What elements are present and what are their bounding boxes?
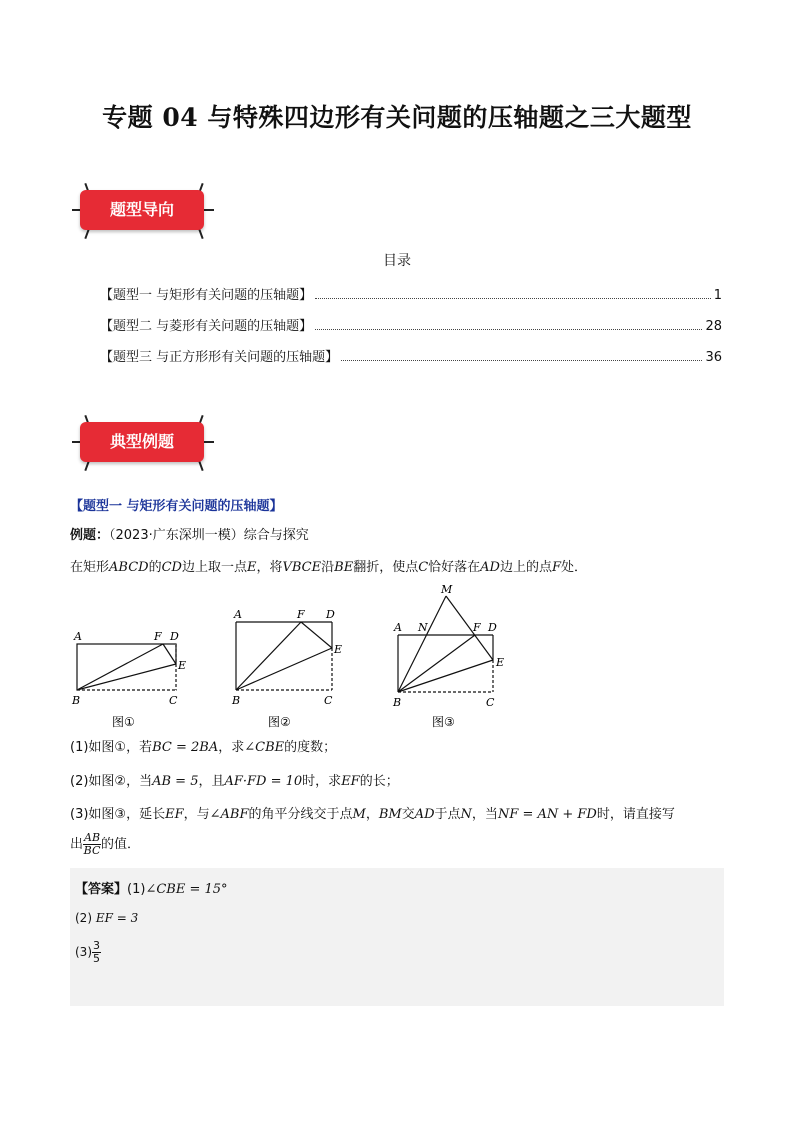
question-2 [70, 772, 724, 792]
toc-item-2[interactable] [100, 314, 722, 334]
math: C [418, 560, 429, 575]
text: ，与 [183, 807, 210, 822]
text: (2)如图 [70, 774, 115, 789]
label-f: F [473, 621, 481, 634]
figure-2 [236, 622, 332, 690]
segment-me [446, 596, 493, 660]
text: ① [114, 740, 127, 755]
segment-fe [301, 622, 332, 648]
geometry-figures [68, 582, 728, 732]
text: 的值． [101, 837, 141, 852]
banner-decoration [84, 229, 89, 239]
math: AB = 5 [152, 774, 199, 789]
label-b: B [72, 694, 81, 707]
math: EF = 3 [95, 911, 139, 925]
math: BM [378, 807, 402, 822]
text: 恰好落在 [428, 560, 481, 575]
text: 的角平分线交于点 [248, 807, 353, 822]
answer-label: 【答案】 [75, 882, 128, 897]
math: AF·FD = 10 [224, 774, 303, 789]
toc-item-1[interactable] [100, 283, 722, 303]
answer-1 [75, 878, 228, 897]
page-title: 专题 04 与特殊四边形有关问题的压轴题之三大题型 [102, 103, 692, 132]
answer-3 [75, 940, 101, 965]
toc-item-page: 36 [705, 350, 722, 365]
label-d: D [170, 630, 179, 643]
example-source: （2023·广东深圳一模）综合与探究 [109, 528, 309, 543]
text: ， [365, 807, 379, 822]
math: M [352, 807, 366, 822]
segment-bf [236, 622, 301, 690]
label-b: B [232, 694, 241, 707]
figure-caption: 图② [268, 715, 291, 729]
figure-3-labels [392, 583, 504, 729]
math: E [246, 560, 257, 575]
toc-heading: 目录 [383, 253, 411, 269]
label-d: D [326, 608, 335, 621]
text: (3)如图 [70, 807, 115, 822]
text: ，当 [126, 774, 153, 789]
math: AD [414, 807, 435, 822]
denominator: 5 [93, 952, 100, 965]
text: 在矩形 [70, 560, 110, 575]
problem-statement [70, 558, 724, 578]
math: ∠CBE = 15° [145, 882, 228, 897]
section-banner-examples [72, 415, 222, 475]
fraction-ab-bc [83, 832, 101, 857]
math: ∠ABF [209, 807, 249, 822]
banner-label: 典型例题 [80, 422, 204, 462]
text: ，若 [126, 740, 153, 755]
math: EF [341, 774, 360, 789]
text: (2) [75, 911, 92, 925]
text: ，求 [218, 740, 245, 755]
toc-leader [315, 298, 711, 299]
text: ，且 [198, 774, 225, 789]
banner-decoration [198, 461, 203, 471]
math: CD [161, 560, 182, 575]
text: ，当 [471, 807, 498, 822]
text: 出 [70, 837, 84, 852]
text: ，延长 [126, 807, 166, 822]
label-a: A [394, 621, 402, 634]
label-f: F [297, 608, 305, 621]
question-3-cont [70, 832, 724, 857]
segment-bf [398, 635, 475, 692]
math: N [460, 807, 472, 822]
text: 边上的点 [499, 560, 552, 575]
figure-caption: 图① [112, 715, 135, 729]
figure-3 [398, 596, 493, 692]
banner-decoration [204, 441, 214, 443]
fraction-answer [92, 940, 101, 965]
text: ② [114, 774, 127, 789]
text: (1)如图 [70, 740, 115, 755]
segment-be [236, 648, 332, 690]
text: 的 [148, 560, 162, 575]
text: 时，求 [302, 774, 342, 789]
math: AD [480, 560, 500, 575]
segment-fe [163, 644, 176, 664]
banner-label: 题型导向 [80, 190, 204, 230]
label-n: N [418, 621, 428, 634]
text: 沿 [321, 560, 335, 575]
answer-2 [75, 911, 138, 925]
segment-bm [398, 596, 446, 692]
label-m: M [441, 583, 453, 596]
math: F [552, 560, 562, 575]
figure-1-labels [71, 630, 186, 729]
label-c: C [324, 694, 333, 707]
text: 时，请直接写 [596, 807, 675, 822]
label-e: E [334, 643, 343, 656]
label-e: E [496, 656, 505, 669]
label-a: A [234, 608, 242, 621]
numerator: AB [84, 831, 101, 844]
text: 于点 [434, 807, 461, 822]
toc-item-3[interactable] [100, 345, 722, 365]
banner-decoration [204, 209, 214, 211]
label-a: A [74, 630, 82, 643]
math: BC = 2BA [152, 740, 219, 755]
label-c: C [169, 694, 178, 707]
toc-item-page: 28 [705, 319, 722, 334]
denominator: BC [83, 844, 101, 857]
text: 边上取一点 [181, 560, 247, 575]
text: 交 [401, 807, 415, 822]
question-1 [70, 738, 724, 758]
math: EF [165, 807, 184, 822]
segment-bf [77, 644, 163, 690]
label-f: F [154, 630, 162, 643]
banner-decoration [84, 461, 89, 471]
text: ③ [114, 807, 127, 822]
math: VBCE [282, 560, 322, 575]
text: 的度数； [284, 740, 337, 755]
banner-decoration [198, 229, 203, 239]
label-e: E [178, 659, 187, 672]
text: ，将 [256, 560, 283, 575]
rectangle-abcd [77, 644, 176, 690]
segment-be [77, 664, 176, 690]
toc-leader [315, 329, 702, 330]
text: 处． [561, 560, 588, 575]
text: 翻折，使点 [353, 560, 419, 575]
text: 的长； [359, 774, 399, 789]
toc-item-label: 【题型三 与正方形形有关问题的压轴题】 [100, 350, 339, 365]
label-b: B [393, 696, 402, 709]
text: (1) [127, 882, 146, 897]
toc-item-label: 【题型二 与菱形有关问题的压轴题】 [100, 319, 313, 334]
math: NF = AN + FD [497, 807, 597, 822]
text: (3) [75, 945, 92, 959]
label-d: D [488, 621, 497, 634]
example-label: 例题： [70, 528, 110, 543]
math: ABCD [109, 560, 149, 575]
figure-1 [77, 644, 176, 690]
question-3 [70, 805, 724, 825]
figure-caption: 图③ [432, 715, 455, 729]
section-heading: 【题型一 与矩形有关问题的压轴题】 [70, 499, 283, 514]
math: ∠CBE [244, 740, 285, 755]
toc-item-page: 1 [713, 288, 722, 303]
toc-item-label: 【题型一 与矩形有关问题的压轴题】 [100, 288, 313, 303]
math: BE [334, 560, 354, 575]
label-c: C [486, 696, 495, 709]
toc-leader [341, 360, 702, 361]
example-intro [70, 526, 724, 546]
section-banner-guide [72, 183, 222, 243]
numerator: 3 [93, 939, 100, 952]
